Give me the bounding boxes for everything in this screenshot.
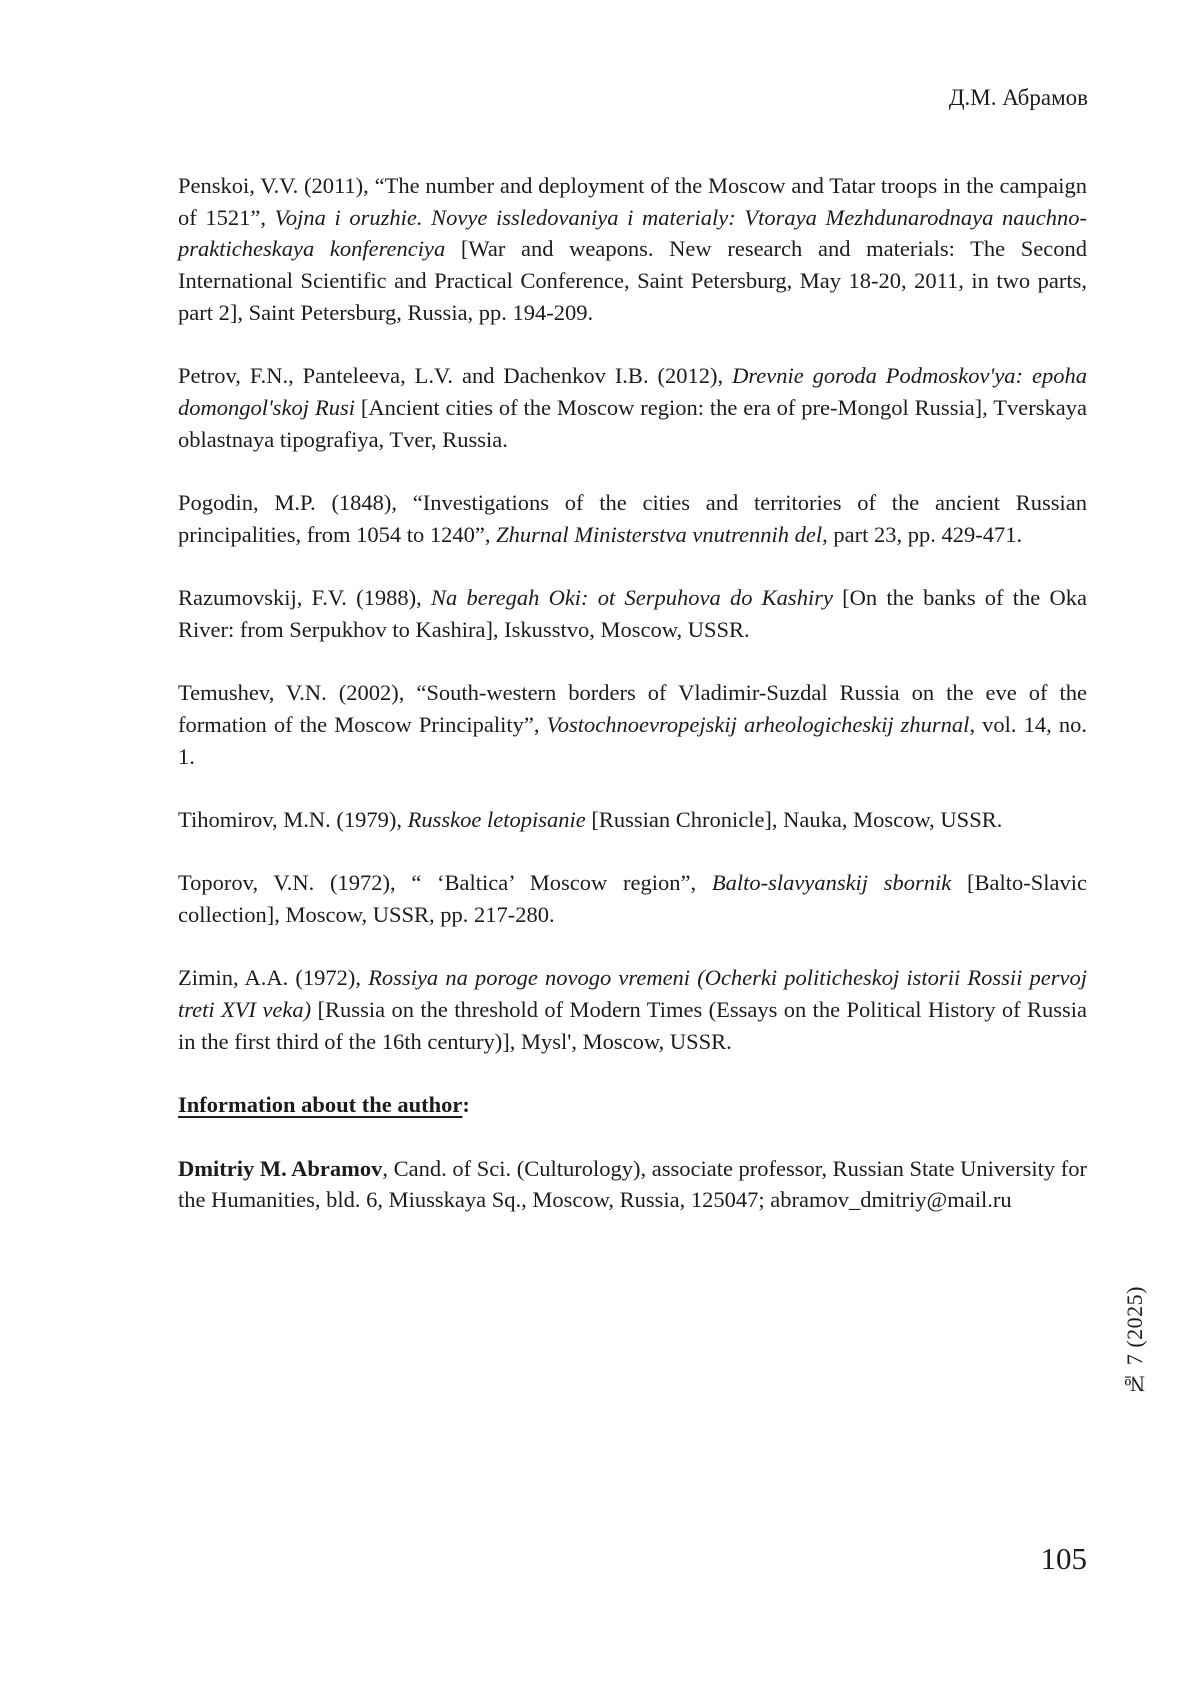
text-segment: Petrov, F.N., Panteleeva, L.V. and Dachenkov I.B. (2012), xyxy=(178,363,733,389)
text-segment: Balto-slavyanskij sbornik xyxy=(711,870,952,896)
text-segment: Drevnie goroda Podmoskov'ya: epoha domongol'skoj Rusi xyxy=(178,363,1087,420)
text-segment: Razumovskij, F.V. (1988), xyxy=(178,585,431,611)
text-segment: [Russian Chronicle], Nauka, Moscow, USSR. xyxy=(585,806,1003,832)
section-heading xyxy=(178,1089,1087,1121)
text-segment: Na beregah Oki: ot Serpuhova do Kashiry xyxy=(430,585,833,611)
author-info xyxy=(178,1153,1087,1216)
section-heading-colon: : xyxy=(462,1092,470,1118)
text-segment: Zimin, A.A. (1972), xyxy=(178,965,369,991)
text-segment: Penskoi, V.V. (2011), “The number and deployment of the Moscow and Tatar troops in the campaign of 1521”, xyxy=(178,173,1087,230)
text-segment: [Balto-Slavic collection], Moscow, USSR, pp. 217-280. xyxy=(178,870,1087,928)
text-segment: Dmitriy M. Abramov xyxy=(178,1155,383,1181)
running-header-author: Д.М. Абрамов xyxy=(948,85,1088,110)
page-number: 105 xyxy=(1040,1541,1087,1576)
text-segment: Temushev, V.N. (2002), “South-western borders of Vladimir-Suzdal Russia on the eve of the formation of the Moscow Principality”, xyxy=(178,680,1087,737)
text-segment: Vojna i oruzhie. Novye issledovaniya i materialy: Vtoraya Mezhdunarodnaya nauchno-prakticheskaya konferenciya xyxy=(178,204,1087,262)
reference-entry xyxy=(178,487,1087,550)
section-heading-text: Information about the author xyxy=(178,1092,463,1118)
reference-entry xyxy=(178,962,1087,1057)
text-segment: [On the banks of the Oka River: from Serpukhov to Kashira], Iskusstvo, Moscow, USSR. xyxy=(178,585,1087,642)
text-segment: Vostochnoevropejskij arheologicheskij zhurnal xyxy=(546,711,970,737)
text-segment: , vol. 14, no. 1. xyxy=(178,711,1087,769)
text-segment: , Cand. of Sci. (Culturology), associate professor, Russian State University for the Humanities, bld. 6, Miusskaya Sq., Moscow, Russia, 125047; abramov_dmitriy@mail.ru xyxy=(178,1155,1087,1213)
text-segment: Pogodin, M.P. (1848), “Investigations of the cities and territories of the ancient Russian principalities, from 1054 to 1240”, xyxy=(178,490,1087,547)
text-segment: [Ancient cities of the Moscow region: the era of pre-Mongol Russia], Tverskaya oblastnaya tipografiya, Tver, Russia. xyxy=(178,394,1087,452)
reference-entry xyxy=(178,867,1087,930)
reference-entry xyxy=(178,582,1087,645)
text-segment: [War and weapons. New research and materials: The Second International Scientific and Practical Conference, Saint Petersburg, May 18-20, 2011, in two parts, part 2], Saint Petersburg, Russia, pp. 194-209. xyxy=(178,236,1087,325)
references-section xyxy=(178,170,1087,1248)
reference-entry xyxy=(178,804,1087,836)
text-segment: Rossiya na poroge novogo vremeni (Ocherki politicheskoj istorii Rossii pervoj treti XVI veka) xyxy=(178,965,1087,1023)
text-segment: Zhurnal Ministerstva vnutrennih del xyxy=(496,521,823,547)
reference-entry xyxy=(178,677,1087,772)
text-segment: Toporov, V.N. (1972), “ ‘Baltica’ Moscow region”, xyxy=(178,870,712,896)
text-segment: [Russia on the threshold of Modern Times (Essays on the Political History of Russia in the first third of the 16th century)], Mysl', Moscow, USSR. xyxy=(178,997,1087,1054)
reference-entry xyxy=(178,170,1087,329)
text-segment: , part 23, pp. 429-471. xyxy=(822,521,1023,547)
text-segment: Tihomirov, M.N. (1979), xyxy=(178,806,408,832)
issue-label-vertical: № 7 (2025) xyxy=(1122,1286,1147,1397)
reference-entry xyxy=(178,360,1087,455)
text-segment: Russkoe letopisanie xyxy=(407,806,586,832)
